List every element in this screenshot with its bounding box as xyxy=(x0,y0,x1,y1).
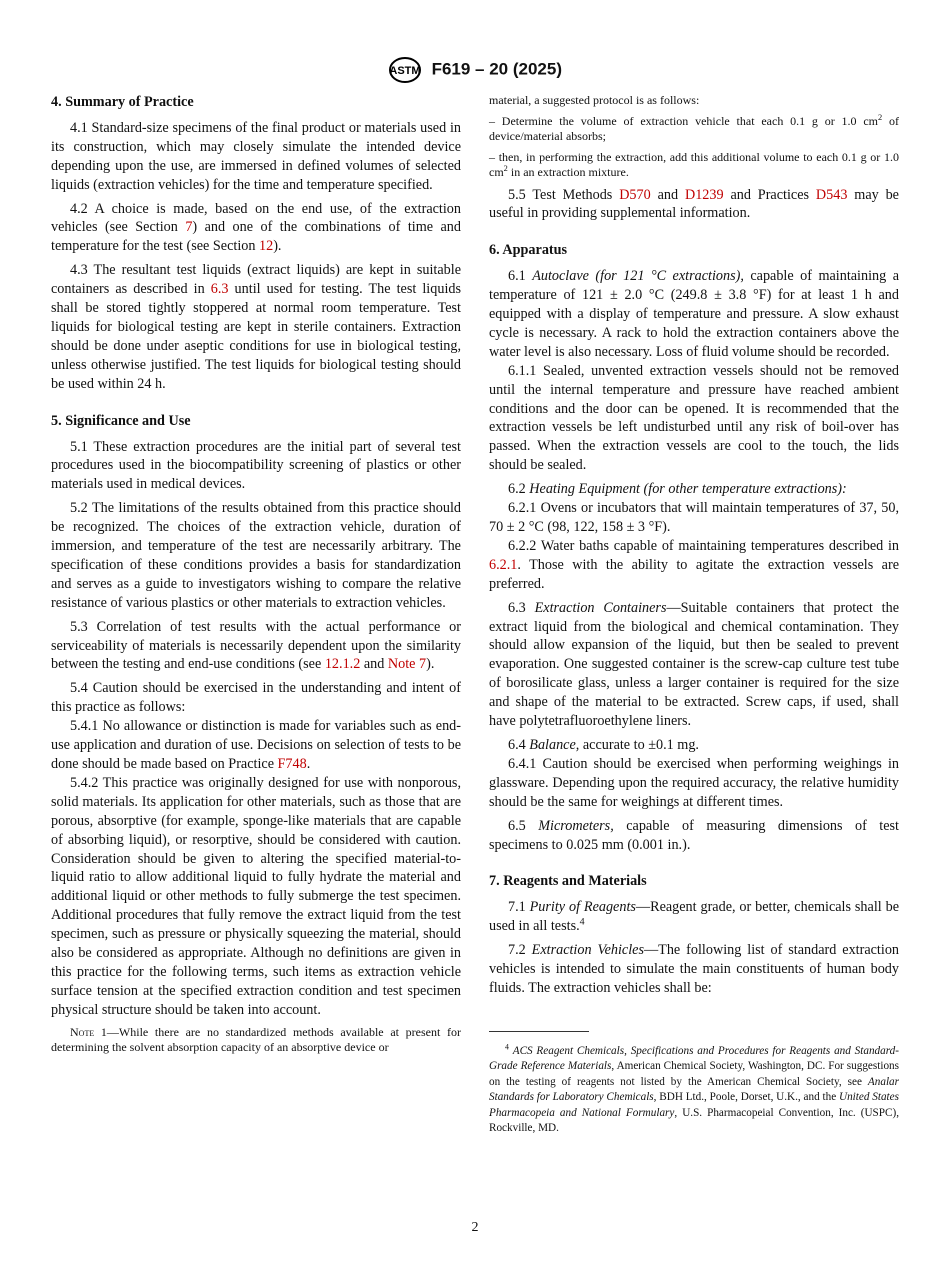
cross-reference-link[interactable]: 7 xyxy=(185,219,193,236)
text: 5.4 Caution should be exercised in the understanding and intent of this practice as follows: xyxy=(51,680,461,716)
italic-text: ACS Reagent Chemicals, Specifications and Procedures for Reagents and Standard-Grade Reference Materials xyxy=(489,1044,899,1073)
text: 7.2 xyxy=(508,942,532,959)
text: 6. Apparatus xyxy=(489,242,568,259)
text: . Those with the ability to agitate the extraction vessels are preferred. xyxy=(489,556,899,592)
text: 4.3 The resultant test liquids (extract liquids) are kept in suitable containers as described in xyxy=(51,262,461,298)
superscript: 4 xyxy=(579,916,585,928)
section-heading xyxy=(489,241,899,260)
text: 7. Reagents and Materials xyxy=(489,873,647,890)
text: material, a suggested protocol is as follows: xyxy=(489,93,700,107)
italic-text: United States Pharmacopeia and National Formulary xyxy=(489,1091,899,1119)
text: 6.1 xyxy=(508,268,533,285)
text: accurate to ±0.1 mg. xyxy=(579,736,699,753)
paragraph xyxy=(51,717,461,774)
text: – Determine the volume of extraction vehicle that each 0.1 g or 1.0 cm xyxy=(489,113,879,128)
text: 6.4.1 Caution should be exercised when performing weighings in glassware. Depending upon the required accuracy, the relative humidity should be the same for weighings at different times. xyxy=(489,755,899,810)
cross-reference-link[interactable]: D570 xyxy=(619,186,651,203)
italic-text: Autoclave (for 121 °C extractions), xyxy=(532,268,744,285)
standard-designation: F619 – 20 (2025) xyxy=(431,59,562,79)
italic-text: Extraction Containers xyxy=(534,599,667,616)
italic-text: Heating Equipment (for other temperature extractions): xyxy=(529,481,847,498)
paragraph xyxy=(489,817,899,855)
text: 6.4 xyxy=(508,736,530,753)
cross-reference-link[interactable]: 6.3 xyxy=(210,281,229,298)
italic-text: Analar Standards for Laboratory Chemicals xyxy=(489,1075,899,1104)
text: may be useful in providing supplemental information. xyxy=(489,186,899,222)
text: 6.5 xyxy=(508,817,539,834)
text: —Suitable containers that protect the extract liquid from the biological and chemical contamination. They should allow expansion of the liquid, but then be sealed to prevent evaporation. One suggested container is the screw-cap culture test tube of borosilicate glass, unless a larger container is required for the size and shape of the material to be extracted. Screw caps, if used, shall have polytetrafluoroethylene liners. xyxy=(489,599,900,730)
italic-text: Extraction Vehicles xyxy=(531,942,644,959)
text: capable of measuring dimensions of test specimens to 0.025 mm (0.001 in.). xyxy=(489,817,900,853)
paragraph xyxy=(51,200,461,257)
text: 4. Summary of Practice xyxy=(51,94,194,110)
text: – then, in performing the extraction, add this additional volume to each 0.1 g or 1.0 cm xyxy=(489,149,899,179)
text: 5.4.2 This practice was originally designed for use with nonporous, solid materials. Its application for other materials, such as those that are porous, absorptive (for example, sponge-like materials that are capable of absorbing liquid), or resorptive, should be considered with caution. Consideration should be given to altering the specified material-to-liquid ratio to allow additional liquid to fully hydrate the material and additional liquid or other methods to fully submerge the test specimen. Additional procedures that fully remove the extract liquid from the test specimen, such as pressure or physically squeezing the material, should also be considered as appropriate. Although no definitions are given in this practice for the following terms, such items as extraction vehicle surface tension at the specified extraction condition and test specimen physical structure should be taken into account. xyxy=(51,774,461,1018)
text: 6.2.2 Water baths capable of maintaining temperatures described in xyxy=(508,537,899,554)
paragraph xyxy=(489,150,899,181)
text: 7.1 xyxy=(508,899,530,916)
paragraph xyxy=(489,480,899,499)
astm-logo-icon xyxy=(388,56,422,84)
superscript: 2 xyxy=(878,112,883,122)
paragraph xyxy=(489,736,899,755)
page-number: 2 xyxy=(471,1220,479,1235)
text: —Reagent grade, or better, chemicals shall be used in all tests. xyxy=(489,899,899,935)
text: and Practices xyxy=(723,186,816,203)
text: 6.1.1 Sealed, unvented extraction vessels should not be removed until the internal temperature and pressure have reached ambient conditions and the door can be opened. It is recommended that the extraction vessels be left undisturbed until any risk of boil-over has passed. When the extraction vessels are cool to the touch, the lids should be sealed. xyxy=(489,362,899,474)
footnote xyxy=(489,1044,899,1137)
text: 4.1 Standard-size specimens of the final product or materials used in its construction, which may closely simulate the intended device depending upon the use, are immersed in defined volumes of selected liquids (extraction vehicles) for the time and temperature specified. xyxy=(51,119,461,193)
paragraph xyxy=(489,114,899,145)
paragraph xyxy=(51,618,461,675)
paragraph xyxy=(489,186,899,224)
text: and xyxy=(650,186,685,203)
text: 4.2 A choice is made, based on the end use, of the extraction vehicles (see Section xyxy=(51,200,461,236)
paragraph xyxy=(51,261,461,393)
text: in an extraction mixture. xyxy=(507,165,629,179)
paragraph xyxy=(51,119,461,195)
text: 5.5 Test Methods xyxy=(508,186,620,203)
paragraph xyxy=(489,599,899,731)
footnote-divider xyxy=(489,1031,589,1032)
text: and xyxy=(360,656,388,673)
paragraph xyxy=(489,362,899,475)
text: ). xyxy=(273,238,282,255)
paragraph xyxy=(51,679,461,717)
paragraph xyxy=(489,537,899,594)
section-heading xyxy=(489,872,899,891)
page-header xyxy=(0,56,950,84)
cross-reference-link[interactable]: 12 xyxy=(259,238,274,255)
text: , BDH Ltd., Poole, Dorset, U.K., and the xyxy=(653,1091,839,1104)
text: 5.1 These extraction procedures are the initial part of several test procedures used in the biocompatibility screening of plastics or other materials used in medical devices. xyxy=(51,438,461,493)
paragraph xyxy=(489,755,899,812)
text: 5.3 Correlation of test results with the actual performance or serviceability of materials is necessarily dependent upon the similarity between the testing and end-use conditions (see xyxy=(51,618,461,673)
paragraph xyxy=(489,499,899,537)
paragraph xyxy=(489,93,899,109)
text: capable of maintaining a temperature of 121 ± 2.0 °C (249.8 ± 3.8 °F) for at least 1 h and equipped with a display of temperature and pressure. A slow exhaust cycle is necessary. A rack to hold the extraction containers above the water level is also necessary. Loss of fluid volume should be recorded. xyxy=(489,268,899,360)
cross-reference-link[interactable]: 12.1.2 xyxy=(324,656,361,673)
italic-text: Purity of Reagents xyxy=(529,899,636,916)
text: —The following list of standard extraction vehicles is intended to simulate the main constituents of human body fluids. The extraction vehicles shall be: xyxy=(489,942,900,996)
text: 6.2 xyxy=(508,481,530,498)
text: 5.4.1 No allowance or distinction is made for variables such as end-use application and duration of use. Decisions on selection of tests to be done should be made based on Practice xyxy=(51,718,461,772)
text: 6.3 xyxy=(508,599,535,616)
left-column xyxy=(51,93,461,1061)
paragraph xyxy=(489,941,899,998)
text: ). xyxy=(426,656,435,673)
text: 5.2 The limitations of the results obtained from this practice should be recognized. The choices of the extraction vehicle, duration of immersion, and temperature of the test are necessarily arbitrary. The specification of these conditions provides a basis for standardization and serves as a guide to investigators wishing to compare the relative resistance of various plastics or other materials to extraction vehicles. xyxy=(51,500,461,611)
text: of device/material absorbs; xyxy=(489,113,900,143)
italic-text: Micrometers, xyxy=(538,817,614,834)
paragraph xyxy=(51,499,461,612)
cross-reference-link[interactable]: D543 xyxy=(815,186,848,203)
text: until used for testing. The test liquids shall be stored tightly stoppered at normal room temperature. Test liquids for biological testing are kept in sterile containers. Extraction should be done under aseptic conditions for use in biological testing, unless otherwise justified. The test liquids for biological testing should be used within 24 h. xyxy=(51,281,461,392)
cross-reference-link[interactable]: D1239 xyxy=(684,186,724,203)
right-column xyxy=(489,93,899,1137)
superscript: 4 xyxy=(505,1042,509,1052)
section-heading xyxy=(51,93,461,112)
cross-reference-link[interactable]: 6.2.1 xyxy=(489,556,518,573)
text: 5. Significance and Use xyxy=(51,412,191,429)
text: . xyxy=(306,756,311,772)
text: , U.S. Pharmacopeial Convention, Inc. (USPC), Rockville, MD. xyxy=(489,1106,899,1135)
paragraph xyxy=(51,438,461,495)
superscript: 2 xyxy=(503,164,508,173)
text: , American Chemical Society, Washington, DC. For suggestions on the testing of reagents not listed by the American Chemical Society, see xyxy=(489,1060,899,1088)
cross-reference-link[interactable]: F748 xyxy=(277,756,307,772)
text: ) and one of the combinations of time and temperature for the test (see Section xyxy=(51,219,461,255)
svg-text:ASTM: ASTM xyxy=(389,65,421,77)
italic-text: Balance, xyxy=(529,736,580,753)
paragraph xyxy=(489,898,899,936)
cross-reference-link[interactable]: Note 7 xyxy=(387,656,427,673)
note-label: Note 1 xyxy=(70,1024,107,1039)
section-heading xyxy=(51,412,461,431)
text: 6.2.1 Ovens or incubators that will maintain temperatures of 37, 50, 70 ± 2 °C (98, 122, 158 ± 3 °F). xyxy=(489,500,899,535)
paragraph xyxy=(51,774,461,1020)
note xyxy=(51,1025,461,1056)
paragraph xyxy=(489,267,899,362)
text: —While there are no standardized methods available at present for determining the solvent absorption capacity of an absorptive device or xyxy=(51,1024,462,1055)
